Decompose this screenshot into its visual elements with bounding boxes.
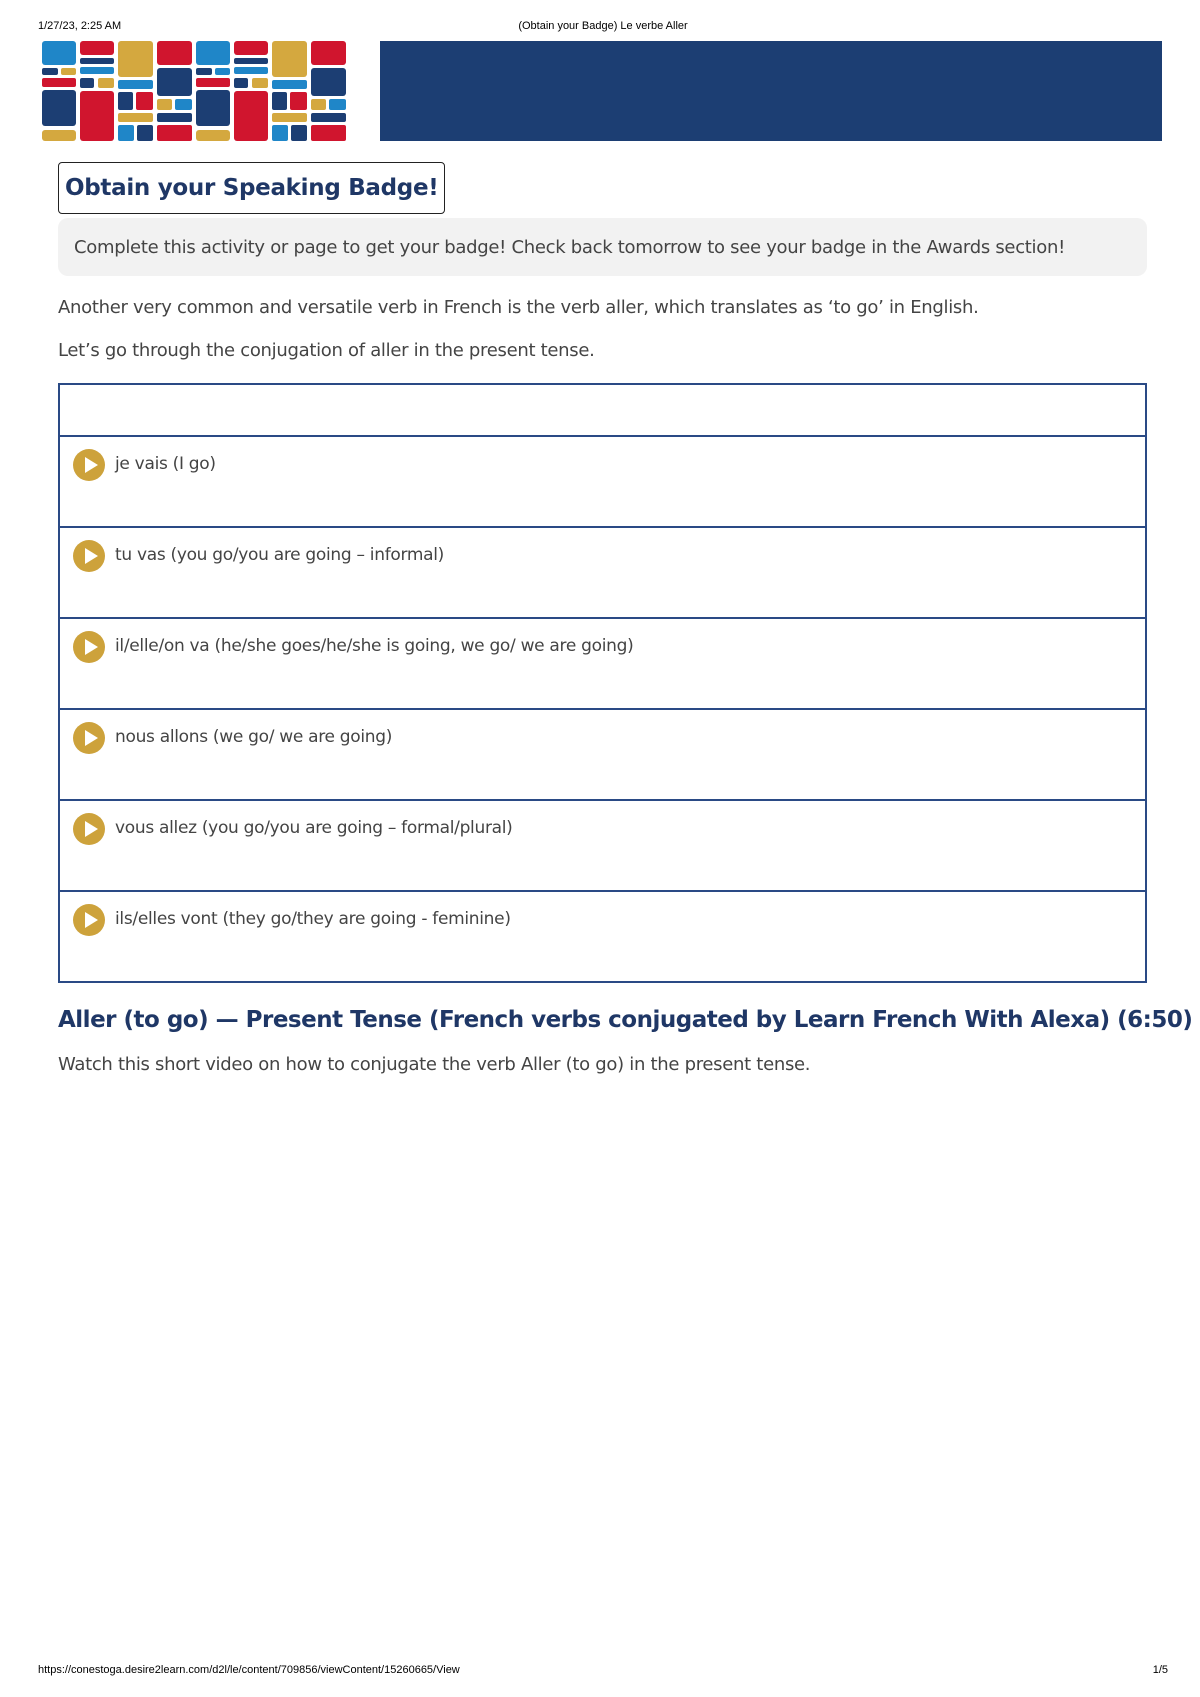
conjugation-row xyxy=(60,801,1145,892)
play-audio-icon[interactable] xyxy=(73,813,105,845)
conjugation-row xyxy=(60,619,1145,710)
page-number: 1/5 xyxy=(1152,1664,1168,1676)
play-audio-icon[interactable] xyxy=(73,904,105,936)
play-audio-icon[interactable] xyxy=(73,449,105,481)
conjugation-row xyxy=(60,528,1145,619)
print-header xyxy=(38,20,1168,36)
badge-title: Obtain your Speaking Badge! xyxy=(58,162,445,214)
video-title: Aller (to go) — Present Tense (French verbs conjugated by Learn French With Alexa) (6:50) xyxy=(58,1007,1193,1033)
print-date: 1/27/23, 2:25 AM xyxy=(38,20,122,32)
banner-navy-bar xyxy=(380,41,1162,141)
video-description: Watch this short video on how to conjugate the verb Aller (to go) in the present tense. xyxy=(58,1054,811,1075)
conjugation-text: tu vas (you go/you are going – informal) xyxy=(115,545,445,565)
conjugation-text: ils/elles vont (they go/they are going - feminine) xyxy=(115,909,511,929)
conjugation-text: nous allons (we go/ we are going) xyxy=(115,727,393,747)
banner-mosaic-logo xyxy=(42,41,364,141)
conjugation-text: il/elle/on va (he/she goes/he/she is going, we go/ we are going) xyxy=(115,636,634,656)
conjugation-table-header xyxy=(60,385,1145,437)
intro-conjugation-lead: Let’s go through the conjugation of aller in the present tense. xyxy=(58,340,595,361)
conjugation-text: je vais (I go) xyxy=(115,454,216,474)
conjugation-row xyxy=(60,710,1145,801)
conjugation-text: vous allez (you go/you are going – formal/plural) xyxy=(115,818,513,838)
print-footer xyxy=(38,1664,1168,1680)
intro-paragraph: Another very common and versatile verb in French is the verb aller, which translates as ‘to go’ in English. xyxy=(58,297,979,318)
play-audio-icon[interactable] xyxy=(73,722,105,754)
conjugation-row xyxy=(60,437,1145,528)
play-audio-icon[interactable] xyxy=(73,631,105,663)
print-url: https://conestoga.desire2learn.com/d2l/le/content/709856/viewContent/15260665/View xyxy=(38,1664,460,1676)
print-title: (Obtain your Badge) Le verbe Aller xyxy=(518,20,688,32)
conjugation-table xyxy=(58,383,1147,983)
badge-notice: Complete this activity or page to get your badge! Check back tomorrow to see your badge in the Awards section! xyxy=(58,218,1147,276)
play-audio-icon[interactable] xyxy=(73,540,105,572)
conjugation-row xyxy=(60,892,1145,983)
